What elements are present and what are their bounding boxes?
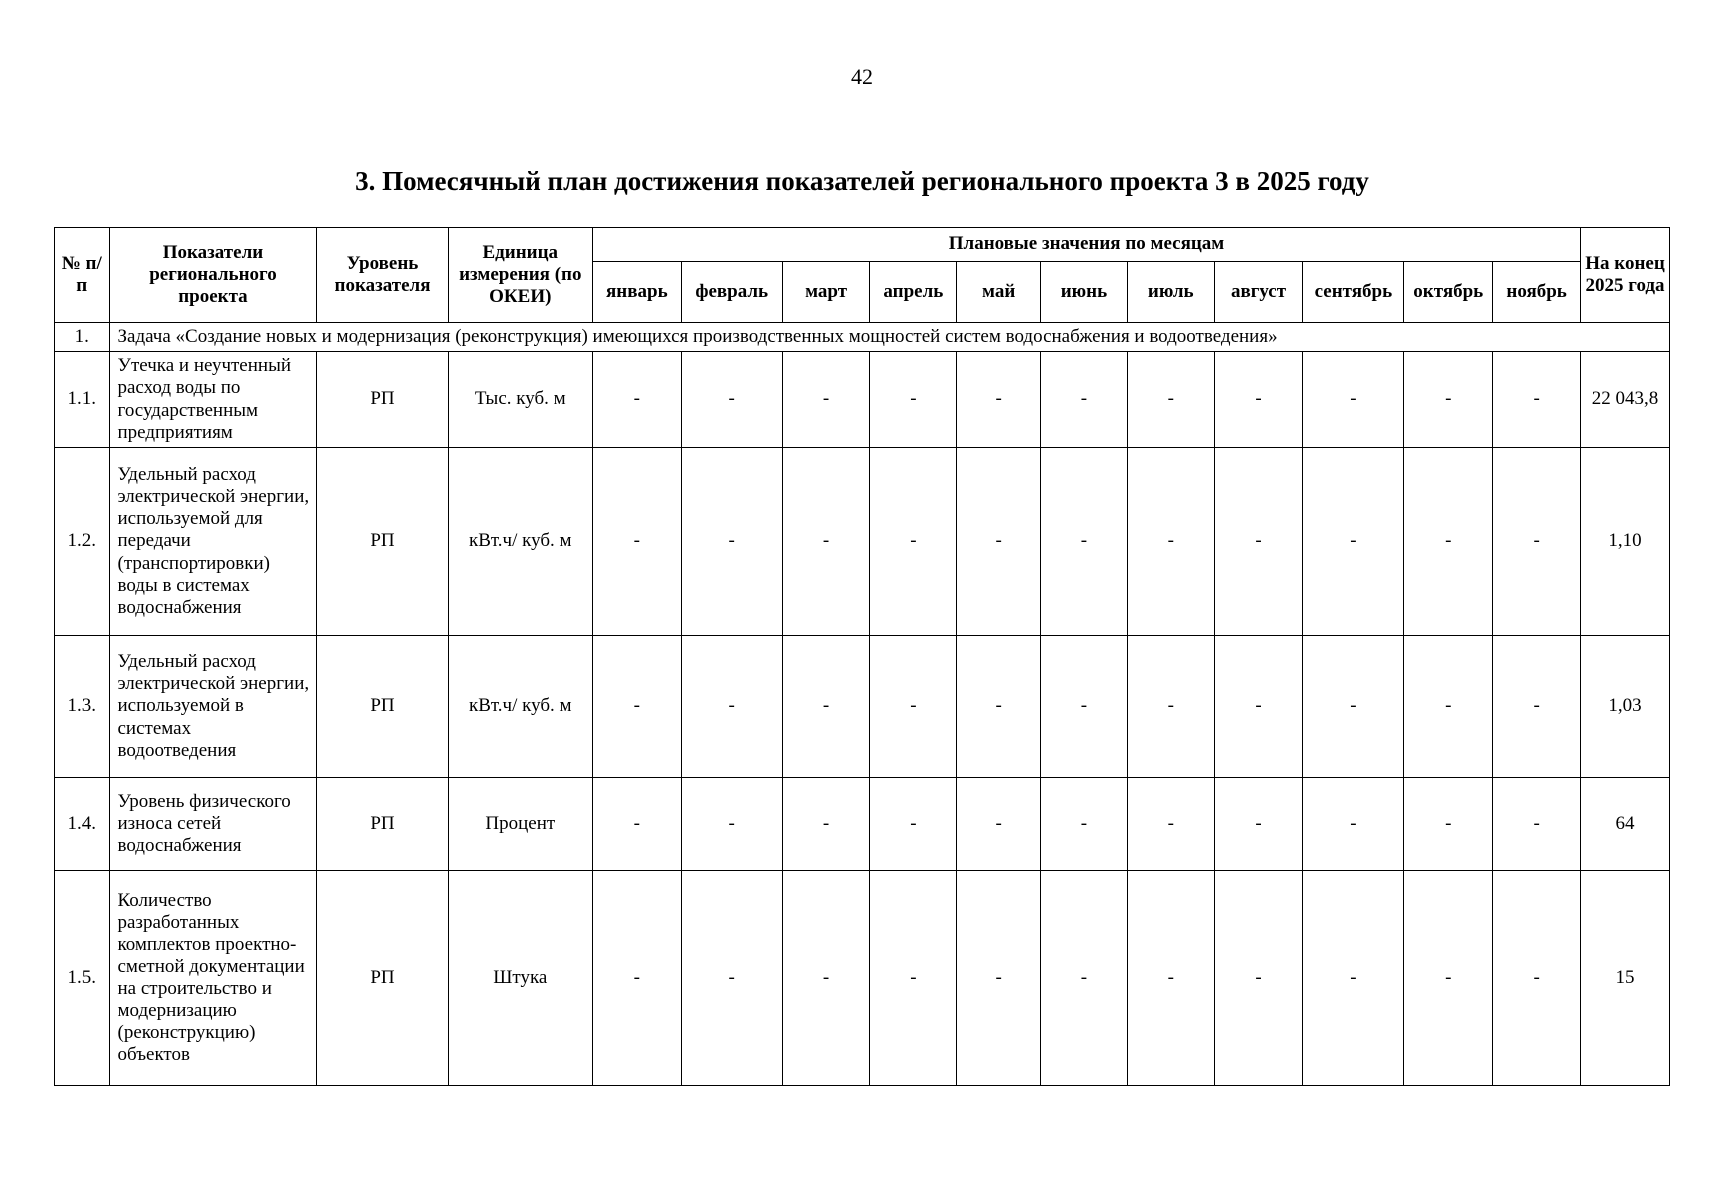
- row-month-value: -: [957, 352, 1041, 448]
- row-month-value: -: [1214, 636, 1303, 778]
- table-row: [55, 871, 1670, 1086]
- row-month-value: -: [1041, 448, 1128, 636]
- row-month-value: -: [681, 352, 782, 448]
- row-month-value: -: [681, 871, 782, 1086]
- header-month: июль: [1127, 262, 1214, 323]
- row-indicator: Уровень физического износа сетей водоснабжения: [109, 778, 317, 871]
- row-month-value: -: [681, 636, 782, 778]
- row-month-value: -: [1214, 778, 1303, 871]
- row-num: 1.2.: [55, 448, 110, 636]
- row-month-value: -: [592, 448, 681, 636]
- row-level: РП: [317, 636, 448, 778]
- row-month-value: -: [1404, 871, 1493, 1086]
- row-month-value: -: [1127, 352, 1214, 448]
- row-num: 1.5.: [55, 871, 110, 1086]
- row-unit: кВт.ч/ куб. м: [448, 636, 592, 778]
- row-unit: Тыс. куб. м: [448, 352, 592, 448]
- row-month-value: -: [782, 871, 870, 1086]
- row-num: 1.1.: [55, 352, 110, 448]
- task-num: 1.: [55, 323, 110, 352]
- table-row: [55, 352, 1670, 448]
- header-month: апрель: [870, 262, 957, 323]
- row-month-value: -: [870, 778, 957, 871]
- row-num: 1.3.: [55, 636, 110, 778]
- row-month-value: -: [1303, 448, 1404, 636]
- row-level: РП: [317, 448, 448, 636]
- row-month-value: -: [1493, 778, 1581, 871]
- row-indicator: Удельный расход электрической энергии, используемой для передачи (транспортировки) воды в системах водоснабжения: [109, 448, 317, 636]
- table-row: [55, 636, 1670, 778]
- header-level: Уровень показателя: [317, 228, 448, 323]
- row-month-value: -: [870, 871, 957, 1086]
- table-row: [55, 778, 1670, 871]
- row-end-value: 1,03: [1581, 636, 1670, 778]
- row-end-value: 1,10: [1581, 448, 1670, 636]
- row-month-value: -: [782, 352, 870, 448]
- row-month-value: -: [1214, 352, 1303, 448]
- row-month-value: -: [1127, 778, 1214, 871]
- row-unit: кВт.ч/ куб. м: [448, 448, 592, 636]
- row-end-value: 64: [1581, 778, 1670, 871]
- row-level: РП: [317, 352, 448, 448]
- row-month-value: -: [957, 778, 1041, 871]
- row-month-value: -: [592, 636, 681, 778]
- header-month: февраль: [681, 262, 782, 323]
- row-month-value: -: [1404, 448, 1493, 636]
- row-month-value: -: [870, 636, 957, 778]
- row-month-value: -: [1214, 448, 1303, 636]
- row-month-value: -: [957, 636, 1041, 778]
- row-month-value: -: [782, 448, 870, 636]
- row-indicator: Количество разработанных комплектов проектно-сметной документации на строительство и модернизацию (реконструкцию) объектов: [109, 871, 317, 1086]
- row-indicator: Удельный расход электрической энергии, используемой в системах водоотведения: [109, 636, 317, 778]
- row-end-value: 15: [1581, 871, 1670, 1086]
- row-month-value: -: [1303, 871, 1404, 1086]
- row-month-value: -: [1127, 448, 1214, 636]
- header-month: январь: [592, 262, 681, 323]
- row-month-value: -: [681, 778, 782, 871]
- row-month-value: -: [1493, 636, 1581, 778]
- row-month-value: -: [1493, 448, 1581, 636]
- page-title: 3. Помесячный план достижения показателей регионального проекта 3 в 2025 году: [355, 166, 1369, 196]
- row-month-value: -: [1041, 871, 1128, 1086]
- header-month: сентябрь: [1303, 262, 1404, 323]
- header-num: № п/п: [55, 228, 110, 323]
- header-end: На конец 2025 года: [1581, 228, 1670, 323]
- row-month-value: -: [1493, 352, 1581, 448]
- row-month-value: -: [782, 778, 870, 871]
- row-month-value: -: [1303, 352, 1404, 448]
- monthly-plan-table: [54, 227, 1670, 1086]
- row-end-value: 22 043,8: [1581, 352, 1670, 448]
- page-number: 42: [851, 64, 873, 89]
- row-month-value: -: [592, 871, 681, 1086]
- row-month-value: -: [1041, 636, 1128, 778]
- row-month-value: -: [1404, 778, 1493, 871]
- row-month-value: -: [1404, 352, 1493, 448]
- row-month-value: -: [1493, 871, 1581, 1086]
- row-num: 1.4.: [55, 778, 110, 871]
- row-level: РП: [317, 778, 448, 871]
- row-month-value: -: [1127, 871, 1214, 1086]
- row-month-value: -: [957, 871, 1041, 1086]
- table-row: [55, 448, 1670, 636]
- header-month: август: [1214, 262, 1303, 323]
- header-unit: Единица измерения (по ОКЕИ): [448, 228, 592, 323]
- row-level: РП: [317, 871, 448, 1086]
- row-month-value: -: [870, 352, 957, 448]
- row-month-value: -: [1041, 778, 1128, 871]
- row-month-value: -: [1303, 778, 1404, 871]
- row-unit: Процент: [448, 778, 592, 871]
- row-month-value: -: [957, 448, 1041, 636]
- row-month-value: -: [782, 636, 870, 778]
- row-unit: Штука: [448, 871, 592, 1086]
- row-month-value: -: [1303, 636, 1404, 778]
- row-month-value: -: [870, 448, 957, 636]
- task-row: [55, 323, 1670, 352]
- row-month-value: -: [1127, 636, 1214, 778]
- header-month: ноябрь: [1493, 262, 1581, 323]
- row-month-value: -: [1404, 636, 1493, 778]
- row-month-value: -: [592, 352, 681, 448]
- header-month: март: [782, 262, 870, 323]
- task-text: Задача «Создание новых и модернизация (реконструкция) имеющихся производственных мощностей систем водоснабжения и водоотведения»: [109, 323, 1670, 352]
- header-month: октябрь: [1404, 262, 1493, 323]
- header-month: июнь: [1041, 262, 1128, 323]
- row-month-value: -: [1214, 871, 1303, 1086]
- row-month-value: -: [681, 448, 782, 636]
- row-indicator: Утечка и неучтенный расход воды по государственным предприятиям: [109, 352, 317, 448]
- header-monthly: Плановые значения по месяцам: [592, 228, 1580, 262]
- header-month: май: [957, 262, 1041, 323]
- header-indicator: Показатели регионального проекта: [109, 228, 317, 323]
- row-month-value: -: [1041, 352, 1128, 448]
- row-month-value: -: [592, 778, 681, 871]
